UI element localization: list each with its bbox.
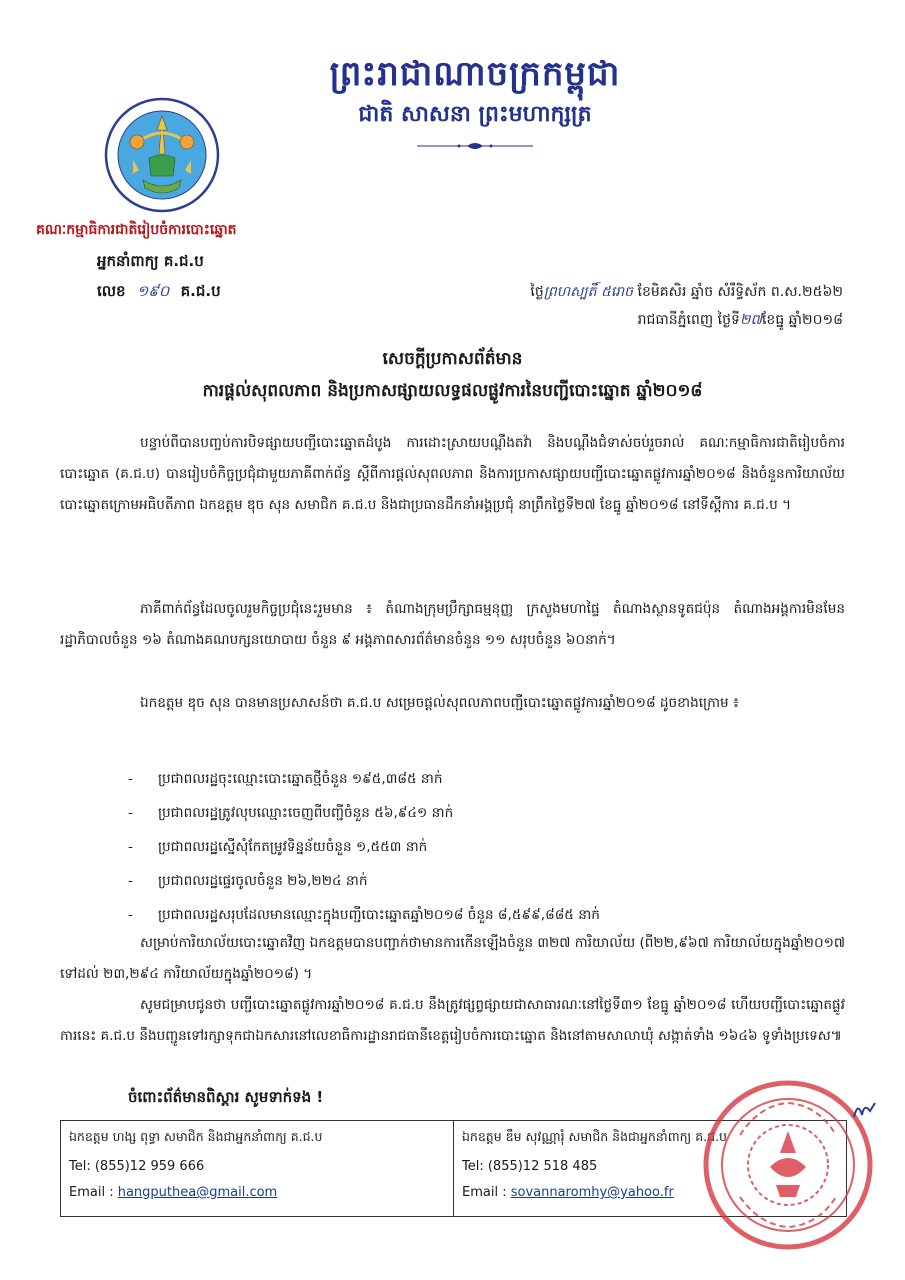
email-label: Email : xyxy=(69,1185,118,1200)
body-paragraph-1 xyxy=(60,428,845,521)
statistics-list xyxy=(128,762,828,932)
place-date xyxy=(415,310,843,331)
reference-number xyxy=(97,282,221,304)
document-title: សេចក្តីប្រកាសព័ត៌មាន xyxy=(382,349,523,369)
contact-card xyxy=(61,1121,453,1216)
email-label: Email : xyxy=(462,1185,511,1200)
handwritten-initial-signature xyxy=(850,1095,878,1123)
ornament-divider xyxy=(415,140,535,152)
contact-phone: Tel: (855)12 959 666 xyxy=(69,1159,205,1174)
body-paragraph-4 xyxy=(60,928,845,990)
list-item: - ប្រជាពលរដ្ឋផ្ទេរចូលចំនួន ២៦,២២៤ នាក់ xyxy=(128,873,368,889)
ref-label: លេខ xyxy=(97,282,126,300)
document-subtitle: ការផ្តល់សុពលភាព និងប្រកាសផ្សាយលទ្ធផលផ្លូវការនៃបញ្ជីបោះឆ្នោត ឆ្នាំ២០១៨ xyxy=(202,381,703,401)
email-link[interactable]: hangputhea@gmail.com xyxy=(117,1185,278,1200)
contact-phone: Tel: (855)12 518 485 xyxy=(462,1159,598,1174)
paragraph-4-text: សម្រាប់ការិយាល័យបោះឆ្នោតវិញ ឯកឧត្តមបានបញ្ជាក់ថាមានការកើនឡើងចំនួន ៣២៧ ការិយាល័យ (ពី២២,៩៦៧ ការិយាល័យក្នុងឆ្នាំ២០១៧ ទៅដល់ ២៣,២៩៤ ការិយាល័យក្នុងឆ្នាំ២០១៨) ។ xyxy=(60,935,846,982)
spokesperson-office: អ្នកនាំពាក្យ គ.ជ.ប xyxy=(97,252,204,270)
list-item: - ប្រជាពលរដ្ឋត្រូវលុបឈ្មោះចេញពីបញ្ជីចំនួន ៥៦,៩៤១ នាក់ xyxy=(128,805,454,821)
closing-line: ចំពោះព័ត៌មានពិស្តារ សូមទាក់ទង ! xyxy=(128,1088,324,1106)
body-paragraph-3 xyxy=(60,688,845,719)
lunar-day-handwritten: ព្រហស្បតិ៍ ៥រោច xyxy=(543,284,634,300)
paragraph-2-text: ភាគីពាក់ព័ន្ធដែលចូលរួមកិច្ចប្រជុំនេះរួមមាន ៖ តំណាងក្រុមប្រឹក្សាធម្មនុញ្ញ ក្រសួងមហាផ្ទៃ តំណាងស្ថានទូតជប៉ុន តំណាងអង្គការមិនមែនរដ្ឋាភិបាលចំនួន ១៦ តំណាងគណបក្សនយោបាយ ចំនួន ៩ អង្គភាពសារព័ត៌មានចំនួន ១១ សរុបចំនួន ៦០នាក់។ xyxy=(60,601,845,648)
lunar-date xyxy=(415,282,843,303)
lunar-rest: ខែមិគសិរ ឆ្នាំច សំរឹទ្ធិស័ក ព.ស.២៥៦២ xyxy=(637,284,843,300)
lunar-prefix: ថ្ងៃ xyxy=(530,284,544,300)
ref-number-handwritten: ១៩០ xyxy=(136,282,170,300)
ref-suffix: គ.ជ.ប xyxy=(180,282,221,300)
kingdom-heading: ព្រះរាជាណាចក្រកម្ពុជា xyxy=(329,54,621,94)
list-item: - ប្រជាពលរដ្ឋស្នើសុំកែតម្រូវទិន្នន័យចំនួន ១,៥៥៣ នាក់ xyxy=(128,839,428,855)
committee-name: គណៈកម្មាធិការជាតិរៀបចំការបោះឆ្នោត xyxy=(36,222,237,238)
list-item: - ប្រជាពលរដ្ឋចុះឈ្មោះបោះឆ្នោតថ្មីចំនួន ១៩៥,៣៨៥ នាក់ xyxy=(128,771,443,787)
place-prefix: រាជធានីភ្នំពេញ ថ្ងៃទី xyxy=(637,312,740,328)
place-suffix: ខែធ្នូ ឆ្នាំ២០១៨ xyxy=(761,312,843,328)
nec-emblem-logo xyxy=(103,96,221,214)
list-item: - ប្រជាពលរដ្ឋសរុបដែលមានឈ្មោះក្នុងបញ្ជីបោះឆ្នោតឆ្នាំ២០១៨ ចំនួន ៨,៥៩៩,៨៨៥ នាក់ xyxy=(128,907,600,923)
official-seal-stamp xyxy=(700,1075,875,1255)
body-paragraph-5 xyxy=(60,990,845,1052)
paragraph-1-text: បន្ទាប់ពីបានបញ្ចប់ការបិទផ្សាយបញ្ជីបោះឆ្នោតដំបូង ការដោះស្រាយបណ្តឹងតវ៉ា និងបណ្តឹងជំទាស់ចប់រួចរាល់ គណៈកម្មាធិការជាតិរៀបចំការបោះឆ្នោត (គ.ជ.ប) បានរៀបចំកិច្ចប្រជុំជាមួយភាគីពាក់ព័ន្ធ ស្តីពីការផ្តល់សុពលភាព និងការប្រកាសផ្សាយបញ្ជីបោះឆ្នោតផ្លូវការឆ្នាំ២០១៨ និងចំនួនការិយាល័យបោះឆ្នោតក្រោមអធិបតីភាព ឯកឧត្តម ឌុច សុន សមាជិក គ.ជ.ប និងជាប្រធានដឹកនាំអង្គប្រជុំ នាព្រឹកថ្ងៃទី២៧ ខែធ្នូ ឆ្នាំ២០១៨ នៅទីស្តីការ គ.ជ.ប ។ xyxy=(60,435,845,513)
contact-name: ឯកឧត្តម ហង្ស ពុទ្ធា សមាជិក និងជាអ្នកនាំពាក្យ គ.ជ.ប xyxy=(69,1129,323,1144)
contact-email-row xyxy=(69,1185,445,1200)
email-link[interactable]: sovannaromhy@yahoo.fr xyxy=(510,1185,674,1200)
national-motto: ជាតិ សាសនា ព្រះមហាក្សត្រ xyxy=(358,101,592,127)
paragraph-3-text: ឯកឧត្តម ឌុច សុន បានមានប្រសាសន៍ថា គ.ជ.ប សម្រេចផ្តល់សុពលភាពបញ្ជីបោះឆ្នោតផ្លូវការឆ្នាំ២០១៨ ដូចខាងក្រោម ៖ xyxy=(140,695,739,711)
paragraph-5-text: សូមជម្រាបជូនថា បញ្ជីបោះឆ្នោតផ្លូវការឆ្នាំ២០១៨ គ.ជ.ប នឹងត្រូវផ្សព្វផ្សាយជាសាធារណៈនៅថ្ងៃទី៣១ ខែធ្នូ ឆ្នាំ២០១៨ ហើយបញ្ជីបោះឆ្នោតផ្លូវការនេះ គ.ជ.ប នឹងបញ្ជូនទៅរក្សាទុកជាឯកសារនៅលេខាធិការដ្ឋានរាជធានីខេត្តរៀបចំការបោះឆ្នោត និងនៅតាមសាលាឃុំ សង្កាត់ទាំង ១៦៤៦ ទូទាំងប្រទេស៕ xyxy=(60,997,845,1044)
contact-name: ឯកឧត្តម ឌឹម សុវណ្ណារុំ សមាជិក និងជាអ្នកនាំពាក្យ គ.ជ.ប xyxy=(462,1129,727,1144)
day-handwritten: ២៧ xyxy=(739,312,762,328)
body-paragraph-2 xyxy=(60,594,845,656)
